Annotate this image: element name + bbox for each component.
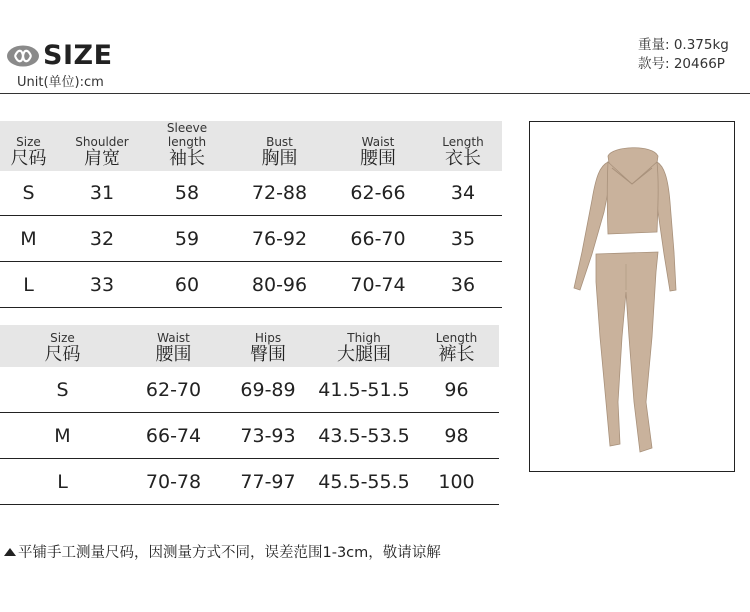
table-row: [0, 367, 499, 413]
table-cell: 59: [147, 216, 227, 262]
unit-label: Unit(单位):cm: [17, 75, 104, 90]
table-row: [0, 413, 499, 459]
table-cell: 41.5-51.5: [314, 367, 414, 413]
table-header-row: [0, 121, 502, 171]
table-cell: 58: [147, 171, 227, 216]
measurement-note: [4, 541, 441, 562]
table-header-row: [0, 325, 499, 367]
triangle-icon: [4, 548, 16, 556]
table-row: [0, 171, 502, 216]
table-cell: 76-92: [227, 216, 332, 262]
table-cell: 66-70: [332, 216, 424, 262]
col-header-size: Size 尺码: [0, 121, 57, 171]
col-header-length: Length 裤长: [414, 325, 499, 367]
table-cell: M: [0, 216, 57, 262]
table-cell: 70-74: [332, 262, 424, 308]
style-number-label: 款号: 20466P: [638, 56, 725, 72]
table-row: [0, 262, 502, 308]
leggings-shape: [596, 252, 658, 452]
table-cell: 36: [424, 262, 502, 308]
table-cell: 96: [414, 367, 499, 413]
table-cell: 100: [414, 459, 499, 505]
table-cell: M: [0, 413, 125, 459]
pants-size-table: [0, 325, 499, 505]
table-cell: 69-89: [222, 367, 314, 413]
col-header-bust: Bust 胸围: [227, 121, 332, 171]
col-header-shoulder: Shoulder 肩宽: [57, 121, 147, 171]
table-cell: 98: [414, 413, 499, 459]
table-cell: 34: [424, 171, 502, 216]
col-header-sleeve-length: Sleeve length 袖长: [147, 121, 227, 171]
product-photo: [529, 121, 735, 472]
table-cell: 60: [147, 262, 227, 308]
table-cell: L: [0, 459, 125, 505]
table-cell: 72-88: [227, 171, 332, 216]
table-cell: S: [0, 171, 57, 216]
table-cell: 70-78: [125, 459, 222, 505]
table-cell: 73-93: [222, 413, 314, 459]
table-cell: S: [0, 367, 125, 413]
table-cell: 62-70: [125, 367, 222, 413]
table-cell: 62-66: [332, 171, 424, 216]
table-row: [0, 216, 502, 262]
col-header-size: Size 尺码: [0, 325, 125, 367]
table-cell: 33: [57, 262, 147, 308]
table-cell: 80-96: [227, 262, 332, 308]
table-cell: 32: [57, 216, 147, 262]
product-meta: [638, 36, 729, 74]
col-header-waist: Waist 腰围: [332, 121, 424, 171]
brand-logo-icon: [6, 44, 40, 68]
col-header-thigh: Thigh 大腿围: [314, 325, 414, 367]
weight-label: 重量: 0.375kg: [638, 37, 729, 53]
table-cell: 35: [424, 216, 502, 262]
table-cell: 31: [57, 171, 147, 216]
col-header-length: Length 衣长: [424, 121, 502, 171]
page-title: SIZE: [43, 40, 113, 71]
table-cell: 66-74: [125, 413, 222, 459]
note-text: 平铺手工测量尺码，因测量方式不同，误差范围1-3cm，敬请谅解: [18, 545, 441, 561]
table-cell: 77-97: [222, 459, 314, 505]
table-row: [0, 459, 499, 505]
col-header-hips: Hips 臀围: [222, 325, 314, 367]
table-cell: 43.5-53.5: [314, 413, 414, 459]
garment-illustration: [530, 122, 734, 471]
header-divider: [0, 93, 750, 94]
table-cell: L: [0, 262, 57, 308]
col-header-waist: Waist 腰围: [125, 325, 222, 367]
table-cell: 45.5-55.5: [314, 459, 414, 505]
top-size-table: [0, 121, 502, 308]
